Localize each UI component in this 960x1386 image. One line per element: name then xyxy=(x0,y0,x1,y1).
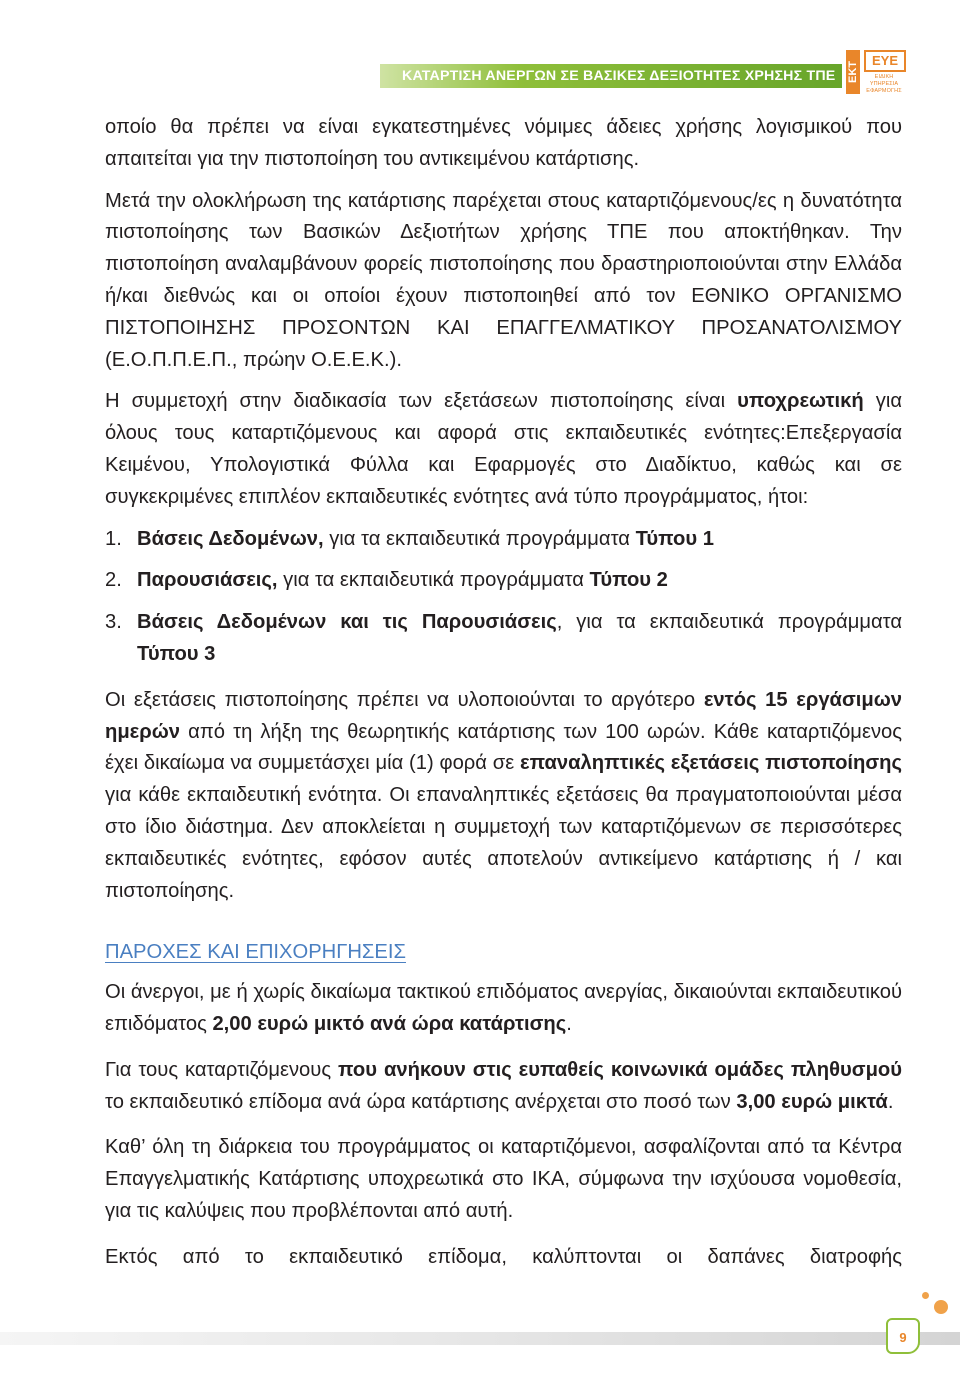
paragraph-meal-costs: Εκτός από το εκπαιδευτικό επίδομα, καλύπτονται οι δαπάνες διατροφής xyxy=(105,1245,902,1268)
list-number: 2. xyxy=(105,569,122,592)
paragraph-license: οποίο θα πρέπει να είναι εγκατεστημένες νόμιμες άδειες χρήσης λογισμικού που απαιτείται για την πιστοποίηση του αντικειμένου κατάρτισης. xyxy=(105,116,902,170)
paragraph-exam-deadline: Οι εξετάσεις πιστοποίησης πρέπει να υλοποιούνται το αργότερο εντός 15 εργάσιμων ημερών από τη λήξη της θεωρητικής κατάρτισης των 100 ωρών. Κάθε καταρτιζόμενος έχει δικαίωμα να συμμετάσχει μία (1) φορά σε επαναληπτικές εξετάσεις πιστοποίησης για κάθε εκπαιδευτική ενότητα. Οι επαναληπτικές εξετάσεις θα πραγματοποιούνται μέσα στο ίδιο διάστημα. Δεν αποκλείεται η συμμετοχή των καταρτιζόμενων σε περισσότερες εκπαιδευτικές ενότητες, εφόσον αυτές αποτελούν αντικείμενο κατάρτισης ή / και πιστοποίησης. xyxy=(105,688,903,902)
eye-logo-subtitle: ΕΙΔΙΚΗ ΥΠΗΡΕΣΙΑ ΕΦΑΡΜΟΓΗΣ xyxy=(866,74,902,94)
list-number: 1. xyxy=(105,527,122,550)
footer-band xyxy=(0,1332,960,1345)
decorative-dot xyxy=(922,1292,929,1299)
paragraph-allowance: Οι άνεργοι, με ή χωρίς δικαίωμα τακτικού επιδόματος ανεργίας, δικαιούνται εκπαιδευτικού επιδόματος 2,00 ευρώ μικτό ανά ώρα κατάρτισης. xyxy=(105,981,902,1035)
page-body xyxy=(105,112,902,1284)
paragraph-insurance: Καθ’ όλη τη διάρκεια του προγράμματος οι καταρτιζόμενοι, ασφαλίζονται από τα Κέντρα Επαγγελματικής Κατάρτισης υποχρεωτικά στο ΙΚΑ, σύμφωνα την ισχύουσα νομοθεσία, για τις καλύψεις που προβλέπονται από αυτή. xyxy=(105,1136,902,1222)
paragraph-vulnerable-groups: Για τους καταρτιζόμενους που ανήκουν στις ευπαθείς κοινωνικά ομάδες πληθυσμού το εκπαιδευτικό επίδομα ανά ώρα κατάρτισης ανέρχεται στο ποσό των 3,00 ευρώ μικτά. xyxy=(105,1058,903,1113)
decorative-dot xyxy=(934,1300,948,1314)
page-number: 9 xyxy=(886,1318,920,1354)
eye-logo-label: ΕΥΕ xyxy=(864,50,906,72)
list-item: 3. Βάσεις Δεδομένων και τις Παρουσιάσεις, για τα εκπαιδευτικά προγράμματα Τύπου 3 xyxy=(105,607,902,671)
list-number: 3. xyxy=(105,611,122,634)
ekt-logo-label: ΕΚΤ xyxy=(846,50,860,94)
section-heading: ΠΑΡΟΧΕΣ ΚΑΙ ΕΠΙΧΟΡΗΓΗΣΕΙΣ xyxy=(105,941,406,964)
paragraph-exam-participation: Η συμμετοχή στην διαδικασία των εξετάσεων πιστοποίησης είναι υποχρεωτική για όλους τους καταρτιζόμενους και αφορά στις εκπαιδευτικές ενότητες:Επεξεργασία Κειμένου, Υπολογιστικά Φύλλα και Εφαρμογές στο Διαδίκτυο, καθώς και σε συγκεκριμένες επιπλέον εκπαιδευτικές ενότητες ανά τύπο προγράμματος, ήτοι: xyxy=(105,390,903,508)
running-header-title: ΚΑΤΑΡΤΙΣΗ ΑΝΕΡΓΩΝ ΣΕ ΒΑΣΙΚΕΣ ΔΕΞΙΟΤΗΤΕΣ ΧΡΗΣΗΣ ΤΠΕ xyxy=(402,68,836,84)
bold-mandatory: υποχρεωτική xyxy=(737,390,864,413)
list-item: 1. Βάσεις Δεδομένων, για τα εκπαιδευτικά προγράμματα Τύπου 1 xyxy=(105,524,902,556)
list-item: 2. Παρουσιάσεις, για τα εκπαιδευτικά προγράμματα Τύπου 2 xyxy=(105,565,902,597)
paragraph-certification: Μετά την ολοκλήρωση της κατάρτισης παρέχεται στους καταρτιζόμενους/ες η δυνατότητα πιστοποίησης των Βασικών Δεξιοτήτων χρήσης ΤΠΕ που αποκτήθηκαν. Την πιστοποίηση αναλαμβάνουν φορείς πιστοποίησης που δραστηριοποιούνται στην Ελλάδα ή/και διεθνώς και οι οποίοι έχουν πιστοποιηθεί από τον ΕΘΝΙΚΟ ΟΡΓΑΝΙΣΜΟ ΠΙΣΤΟΠΟΙΗΣΗΣ ΠΡΟΣΟΝΤΩΝ ΚΑΙ ΕΠΑΓΓΕΛΜΑΤΙΚΟΥ ΠΡΟΣΑΝΑΤΟΛΙΣΜΟΥ (Ε.Ο.Π.Π.Ε.Π., πρώην Ο.Ε.Ε.Κ.). xyxy=(105,189,902,371)
